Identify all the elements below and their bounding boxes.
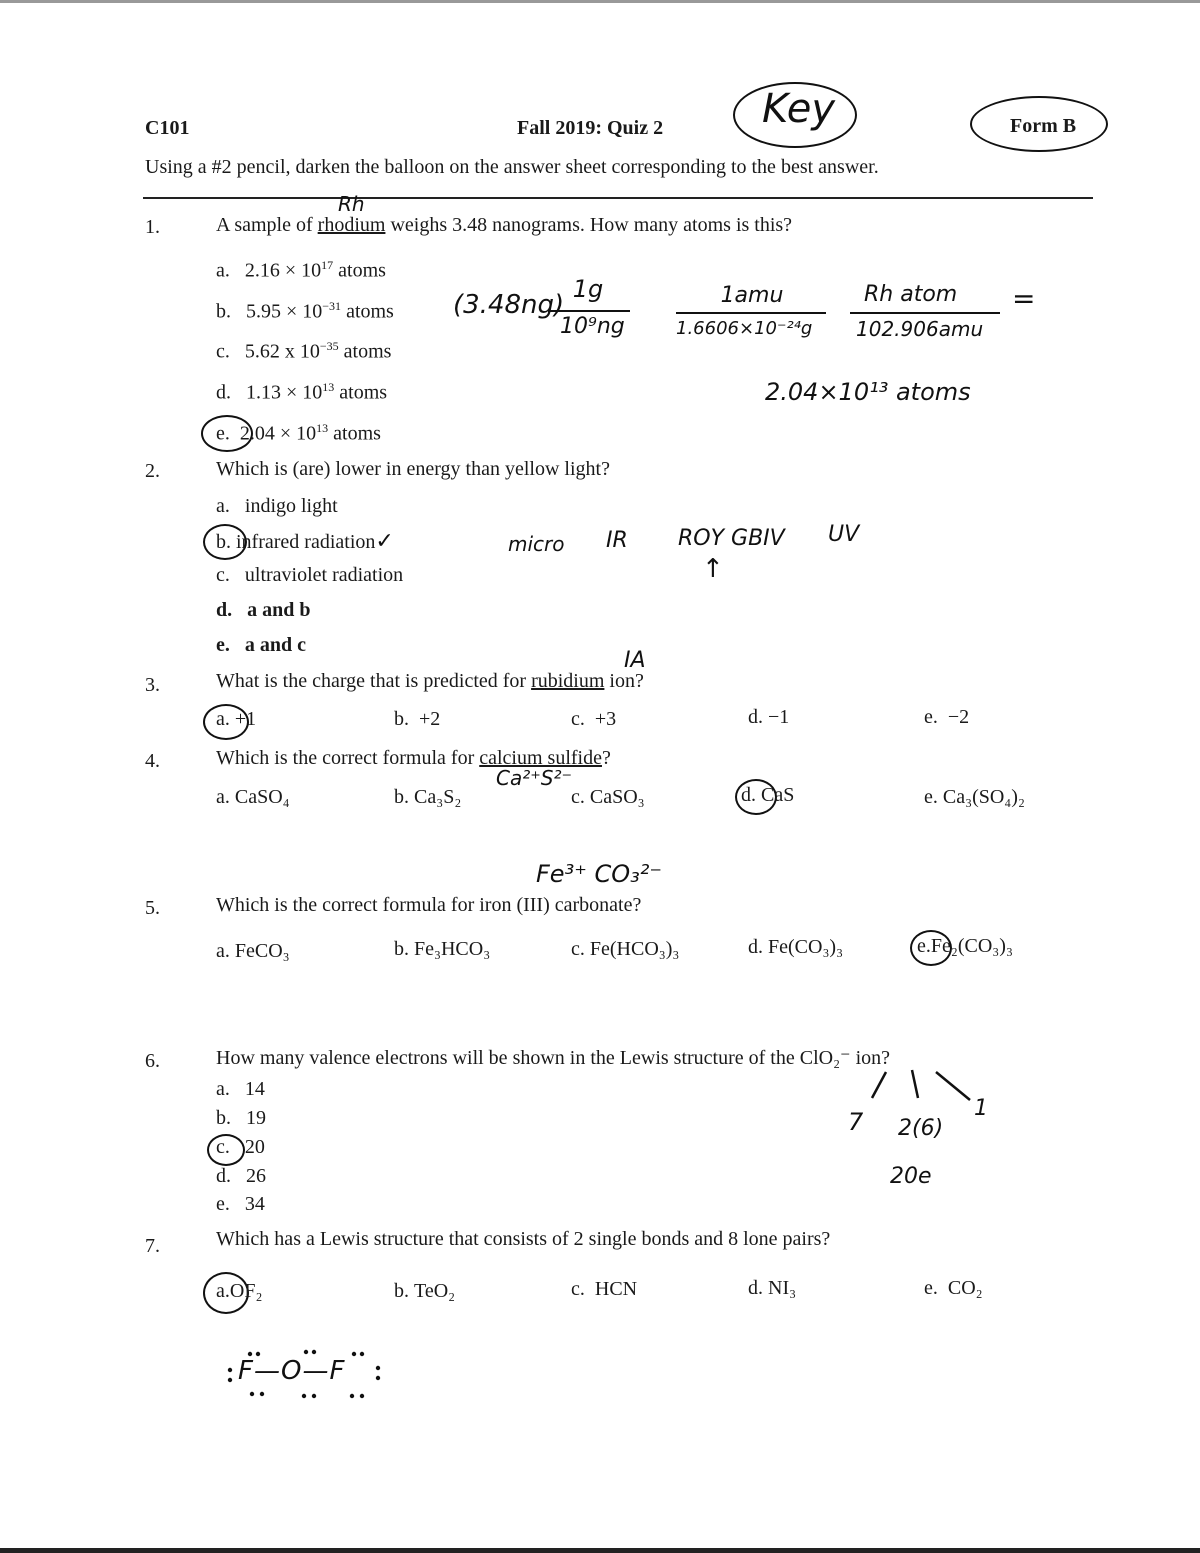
q1-option-d: d. $1.13 \times 10^{13}$ atoms (216, 380, 388, 404)
q7-lewis-structure: F—O—F (238, 1356, 346, 1386)
q1-work-given: (3.48ng) (453, 290, 565, 320)
q5-text: Which is the correct formula for iron (III) carbonate? (216, 894, 642, 916)
q6-work-cl: 7 (848, 1108, 864, 1136)
q6-work-o: 2(6) (898, 1116, 944, 1141)
scan-bottom-edge (0, 1548, 1200, 1553)
q5-number: 5. (145, 897, 160, 919)
q1-number: 1. (145, 216, 160, 238)
q3-option-a: a. +1 (216, 708, 257, 730)
q6-option-e: e. 34 (216, 1193, 265, 1215)
q1-work-f1-bar (548, 310, 630, 312)
q6-option-a: a. 14 (216, 1078, 265, 1100)
q4-annotation: Ca²⁺S²⁻ (496, 766, 573, 790)
q6-work-charge: 1 (974, 1096, 988, 1121)
q1-work-f3-num: Rh atom (864, 282, 958, 307)
q3-option-b: b. +2 (394, 708, 441, 730)
q3-number: 3. (145, 674, 160, 696)
q1-work-f3-bar (850, 312, 1000, 314)
q2-note-ir: IR (606, 528, 628, 553)
q3-annotation: IA (624, 648, 646, 673)
q2-option-d: d. a and b (216, 599, 311, 621)
q3-option-c: c. +3 (571, 708, 617, 730)
q1-option-e: e. $2.04 \times 10^{13}$ atoms (216, 421, 381, 445)
q1-text: A sample of rhodium weighs 3.48 nanograms. How many atoms is this? (216, 214, 793, 236)
q2-option-b: b. infrared radiation✓ (216, 529, 394, 554)
q7-option-a: a.OF₂ (216, 1280, 263, 1302)
q1-work-result: 2.04×10¹³ atoms (765, 378, 971, 406)
q4-option-a: a. CaSO₄ (216, 786, 290, 808)
q2-option-a: a. indigo light (216, 495, 338, 517)
q6-text: How many valence electrons will be shown in the Lewis structure of the ClO₂⁻ ion? (216, 1047, 891, 1069)
q1-option-b: b. $5.95 \times 10^{-31}$ atoms (216, 299, 394, 323)
q7-text: Which has a Lewis structure that consists of 2 single bonds and 8 lone pairs? (216, 1228, 831, 1250)
key-mark: Key (762, 86, 836, 132)
q7-number: 7. (145, 1235, 160, 1257)
q3-text: What is the charge that is predicted for rubidium ion? (216, 670, 644, 692)
q4-text: Which is the correct formula for calcium sulfide? (216, 747, 611, 769)
q4-option-d: d. CaS (741, 784, 795, 806)
q1-work-f1-num: 1g (572, 275, 604, 303)
q6-option-b: b. 19 (216, 1107, 266, 1129)
q5-option-e: e.Fe₂(CO₃)₃ (917, 935, 1013, 957)
q7-option-b: b. TeO₂ (394, 1280, 456, 1302)
q4-number: 4. (145, 750, 160, 772)
q7-option-e: e. CO₂ (924, 1277, 983, 1299)
q6-number: 6. (145, 1050, 160, 1072)
q2-checkmark: ✓ (375, 529, 394, 554)
quiz-title: Fall 2019: Quiz 2 (517, 117, 664, 139)
form-label: Form B (1010, 115, 1077, 137)
q1-option-c: c. 5.62 x $10^{-35}$ atoms (216, 339, 392, 363)
q4-option-c: c. CaSO₃ (571, 786, 645, 808)
q1-work-f2-num: 1amu (720, 283, 784, 308)
q1-annotation: Rh (338, 192, 365, 216)
q2-option-c: c. ultraviolet radiation (216, 564, 404, 586)
q2-option-e: e. a and c (216, 634, 307, 656)
q4-option-b: b. Ca₃S₂ (394, 786, 462, 808)
q2-note-uv: UV (828, 522, 860, 547)
q1-work-equals: = (1012, 282, 1036, 315)
q1-work-f1-den: 10⁹ng (560, 314, 625, 339)
q1-option-a: a. $2.16 \times 10^{17}$ atoms (216, 258, 386, 282)
q5-annotation: Fe³⁺ CO₃²⁻ (536, 860, 663, 888)
q1-work-f2-den: 1.6606×10⁻²⁴g (676, 318, 813, 339)
q7-option-d: d. NI₃ (748, 1277, 797, 1299)
q5-option-d: d. Fe(CO₃)₃ (748, 936, 844, 958)
q2-arrow-icon: ↑ (702, 554, 724, 584)
q6-option-d: d. 26 (216, 1165, 266, 1187)
q4-option-e: e. Ca₃(SO₄)₂ (924, 786, 1025, 808)
q5-option-c: c. Fe(HCO₃)₃ (571, 938, 680, 960)
q6-option-c: c. 20 (216, 1136, 265, 1158)
q7-lone-pair-dots (222, 1346, 392, 1406)
q2-number: 2. (145, 460, 160, 482)
q1-work-f3-den: 102.906amu (856, 317, 984, 341)
q5-option-b: b. Fe₃HCO₃ (394, 938, 491, 960)
q7-option-c: c. HCN (571, 1278, 638, 1300)
q3-option-e: e. −2 (924, 706, 970, 728)
q2-note-micro: micro (508, 532, 565, 556)
course-code: C101 (145, 117, 190, 139)
q5-option-a: a. FeCO₃ (216, 940, 290, 962)
header-rule (143, 197, 1093, 199)
instructions: Using a #2 pencil, darken the balloon on the answer sheet corresponding to the best answer. (145, 156, 879, 178)
q6-work-total: 20e (890, 1164, 932, 1189)
q2-note-roygbiv: ROY GBIV (678, 526, 785, 551)
q1-work-f2-bar (676, 312, 826, 314)
scan-top-edge (0, 0, 1200, 3)
q3-option-d: d. −1 (748, 706, 790, 728)
q2-text: Which is (are) lower in energy than yellow light? (216, 458, 610, 480)
